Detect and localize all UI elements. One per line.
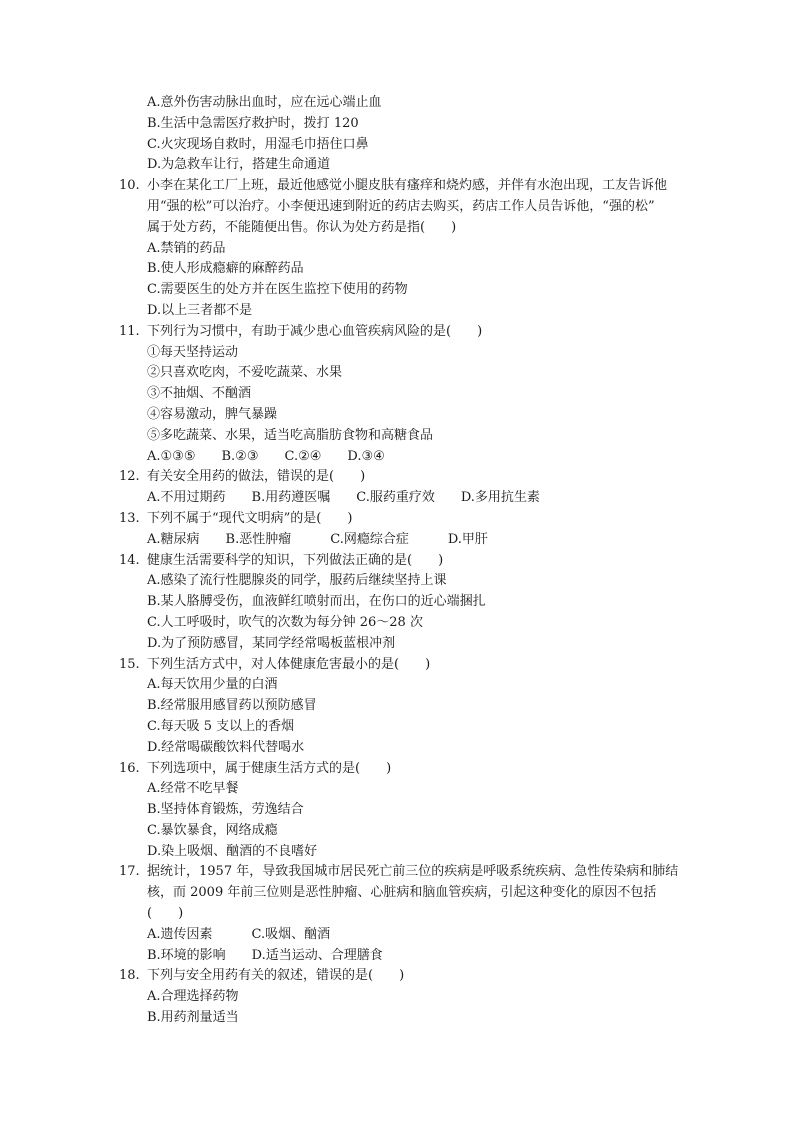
- option: A.经常不吃早餐: [147, 781, 239, 797]
- statement-item: ⑤多吃蔬菜、水果，适当吃高脂肪食物和高糖食品: [147, 427, 434, 443]
- question-stem: [147, 862, 719, 924]
- question-stem: 下列行为习惯中，有助于减少患心血管疾病风险的是( ): [147, 323, 483, 339]
- option: B.生活中急需医疗救护时，拨打 120: [147, 115, 359, 131]
- option: D.为了预防感冒，某同学经常喝板蓝根冲剂: [147, 635, 396, 651]
- exam-content: [119, 93, 719, 1029]
- option: A.每天饮用少量的白酒: [147, 677, 278, 693]
- option: C.暴饮暴食，网络成瘾: [147, 822, 278, 838]
- question-number: 10.: [119, 178, 140, 194]
- question-stem: 有关安全用药的做法，错误的是( ): [147, 469, 366, 485]
- question-number: 18.: [119, 968, 140, 984]
- option: A.感染了流行性腮腺炎的同学，服药后继续坚持上课: [147, 573, 447, 589]
- question-17: [119, 862, 719, 966]
- question-number: 13.: [119, 510, 140, 526]
- options-line: A.不用过期药 B.用药遵医嘱 C.服药重疗效 D.多用抗生素: [147, 490, 540, 506]
- question-number: 11.: [119, 323, 140, 339]
- question-number: 16.: [119, 760, 140, 776]
- option: A.合理选择药物: [147, 989, 239, 1005]
- question-14: [119, 551, 719, 655]
- question-number: 12.: [119, 469, 140, 485]
- option: B.用药剂量适当: [147, 1010, 239, 1026]
- question-stem: 健康生活需要科学的知识，下列做法正确的是( ): [147, 552, 444, 568]
- statement-item: ②只喜欢吃肉，不爱吃蔬菜、水果: [147, 365, 343, 381]
- question-12: [119, 467, 719, 509]
- option: C.需要医生的处方并在医生监控下使用的药物: [147, 282, 408, 298]
- option: D.以上三者都不是: [147, 302, 253, 318]
- statement-item: ①每天坚持运动: [147, 344, 239, 360]
- question-stem: 下列不属于“现代文明病”的是( ): [147, 510, 353, 526]
- options-line: B.环境的影响 D.适当运动、合理膳食: [147, 947, 383, 963]
- question-stem: 下列生活方式中，对人体健康危害最小的是( ): [147, 656, 431, 672]
- statement-item: ④容易激动，脾气暴躁: [147, 406, 278, 422]
- question-16: [119, 759, 719, 863]
- options-line: A.①③⑤ B.②③ C.②④ D.③④: [147, 448, 385, 464]
- question-13: [119, 509, 719, 551]
- prev-question-options: [119, 93, 719, 176]
- stem-line: 据统计，1957 年，导致我国城市居民死亡前三位的疾病是呼吸系统疾病、急性传染病和肺结: [147, 864, 679, 880]
- option: B.某人胳膊受伤，血液鲜红喷射而出，在伤口的近心端捆扎: [147, 594, 486, 610]
- question-number: 14.: [119, 552, 140, 568]
- option: C.火灾现场自救时，用湿毛巾捂住口鼻: [147, 136, 369, 152]
- question-stem: 下列与安全用药有关的叙述，错误的是( ): [147, 968, 405, 984]
- option: A.禁销的药品: [147, 240, 226, 256]
- options-line: A.遗传因素 C.吸烟、酗酒: [147, 926, 331, 942]
- stem-line: 小李在某化工厂上班，最近他感觉小腿皮肤有瘙痒和烧灼感，并伴有水泡出现，工友告诉他: [147, 178, 668, 194]
- option: D.为急救车让行，搭建生命通道: [147, 157, 331, 173]
- question-stem: [147, 176, 719, 238]
- option: B.坚持体育锻炼，劳逸结合: [147, 802, 304, 818]
- stem-line: 核，而 2009 年前三位则是恶性肿瘤、心脏病和脑血管疾病，引起这种变化的原因不包括: [147, 885, 657, 901]
- question-18: [119, 966, 719, 1028]
- statement-item: ③不抽烟、不酗酒: [147, 386, 252, 402]
- question-11: [119, 322, 719, 468]
- stem-line: 属于处方药，不能随便出售。你认为处方药是指( ): [147, 219, 457, 235]
- option: A.意外伤害动脉出血时，应在远心端止血: [147, 95, 382, 110]
- option: C.人工呼吸时，吹气的次数为每分钟 26～28 次: [147, 614, 423, 630]
- options-line: A.糖尿病 B.恶性肿瘤 C.网瘾综合症 D.甲肝: [147, 531, 488, 547]
- question-10: [119, 176, 719, 322]
- stem-line: 用“强的松”可以治疗。小李便迅速到附近的药店去购买，药店工作人员告诉他，“强的松”: [147, 198, 655, 214]
- question-15: [119, 655, 719, 759]
- option: D.经常喝碳酸饮料代替喝水: [147, 739, 305, 755]
- option: D.染上吸烟、酗酒的不良嗜好: [147, 843, 318, 859]
- option: B.经常服用感冒药以预防感冒: [147, 698, 317, 714]
- question-number: 17.: [119, 864, 140, 880]
- option: B.使人形成瘾癖的麻醉药品: [147, 261, 304, 277]
- option: C.每天吸 5 支以上的香烟: [147, 718, 295, 734]
- stem-line: ( ): [147, 906, 184, 922]
- question-stem: 下列选项中，属于健康生活方式的是( ): [147, 760, 392, 776]
- question-number: 15.: [119, 656, 140, 672]
